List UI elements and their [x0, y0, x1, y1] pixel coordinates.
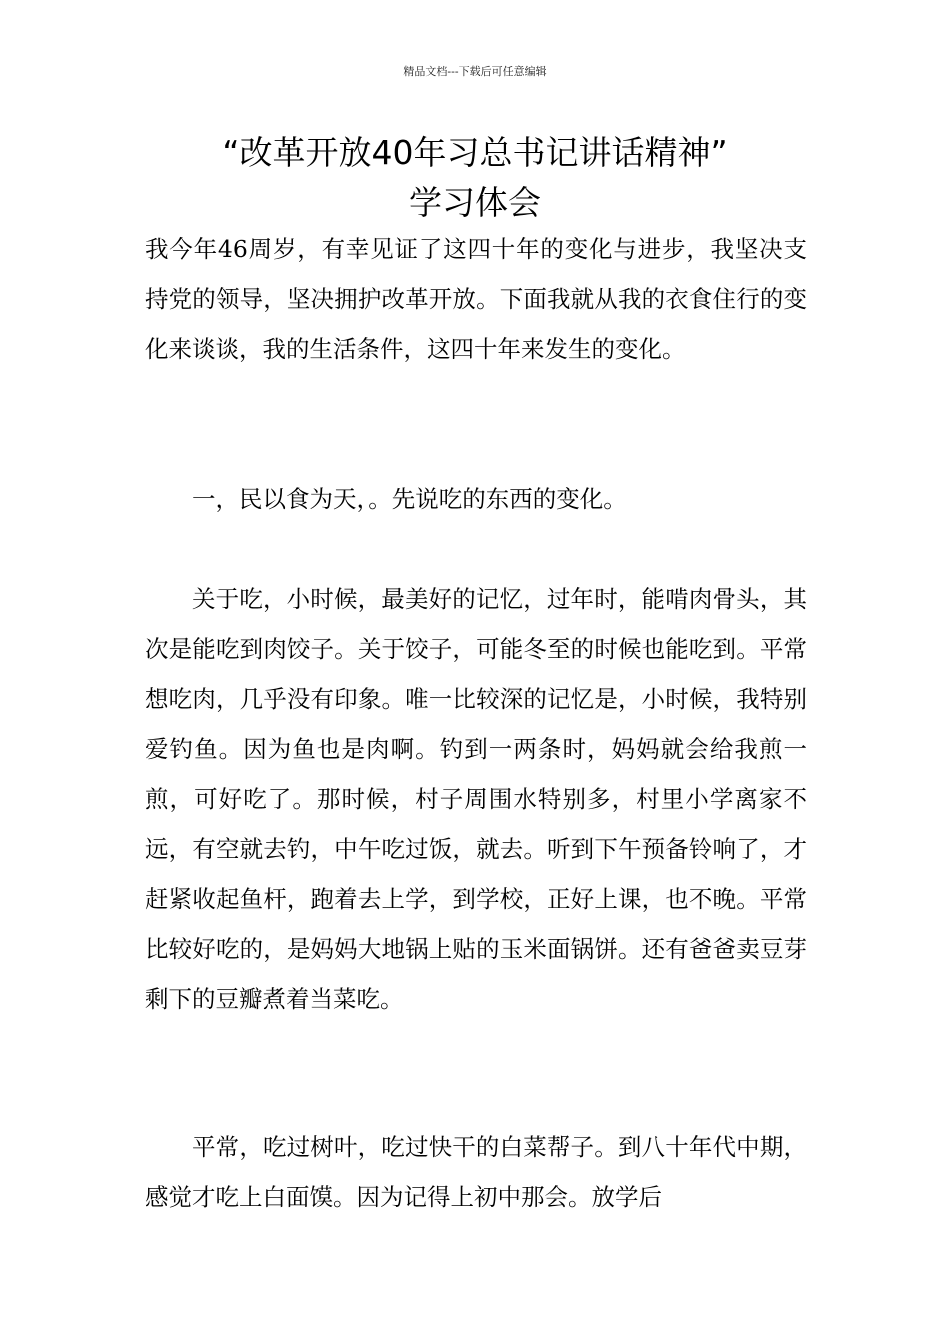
body-paragraph-intro: 我今年46周岁，有幸见证了这四十年的变化与进步，我坚决支持党的领导，坚决拥护改革开放。下面我就从我的衣食住行的变化来谈谈，我的生活条件，这四十年来发生的变化。	[145, 235, 807, 363]
body-paragraph-section-heading: 一，民以食为天，。先说吃的东西的变化。	[192, 485, 627, 513]
document-title-line1: “改革开放40年习总书记讲话精神”	[222, 133, 728, 172]
header-note: 精品文档---下载后可任意编辑	[403, 65, 547, 78]
body-paragraph-food-memories: 关于吃，小时候，最美好的记忆，过年时，能啃肉骨头，其次是能吃到肉饺子。关于饺子，可能冬至的时候也能吃到。平常想吃肉，几乎没有印象。唯一比较深的记忆是，小时候，我特别爱钓鱼。因为鱼也是肉啊。钓到一两条时，妈妈就会给我煎一煎，可好吃了。那时候，村子周围水特别多，村里小学离家不远，有空就去钓，中午吃过饭，就去。听到下午预备铃响了，才赶紧收起鱼杆，跑着去上学，到学校，正好上课，也不晚。平常比较好吃的，是妈妈大地锅上贴的玉米面锅饼。还有爸爸卖豆芽剩下的豆瓣煮着当菜吃。	[145, 585, 807, 1013]
body-paragraph-daily-food: 平常，吃过树叶，吃过快干的白菜帮子。到八十年代中期，感觉才吃上白面馍。因为记得上初中那会。放学后	[145, 1133, 807, 1211]
document-title-line2: 学习体会	[409, 183, 541, 222]
